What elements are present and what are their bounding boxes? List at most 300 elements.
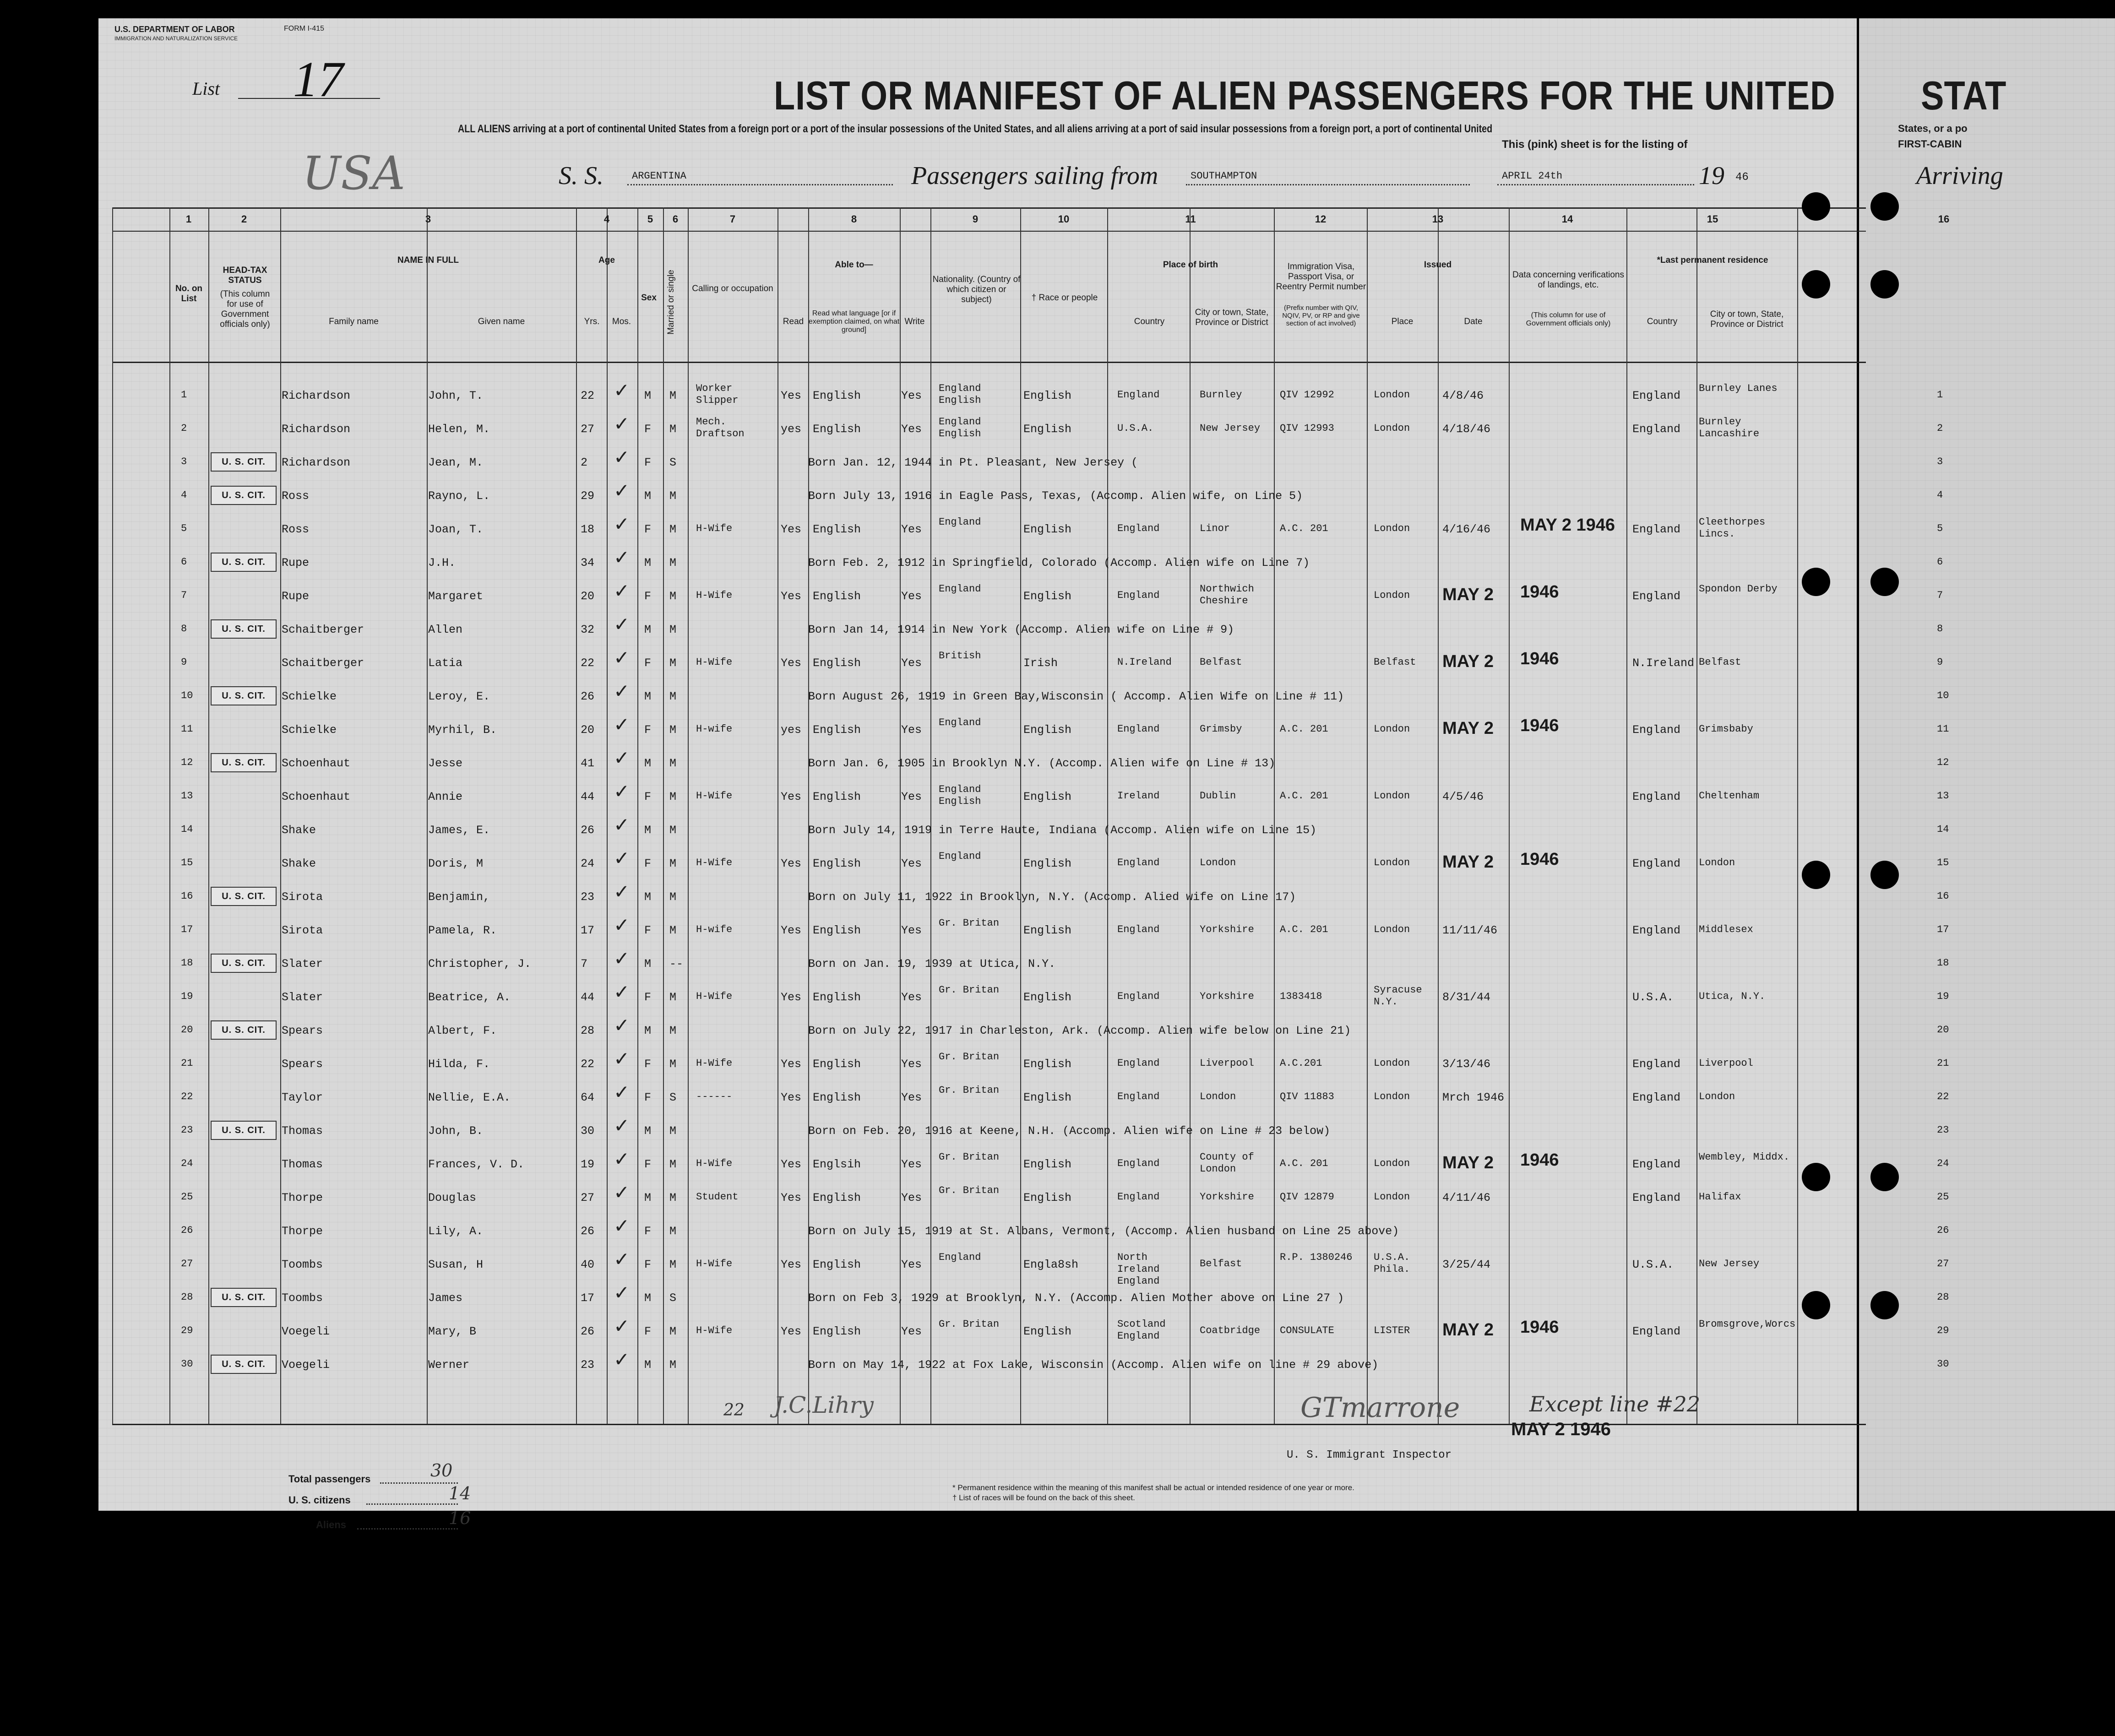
given-name: Werner: [428, 1358, 470, 1372]
age-years: 23: [581, 1358, 595, 1372]
row-number: 6: [181, 556, 187, 568]
hdr-read: Read: [783, 317, 804, 326]
given-name: Allen: [428, 623, 463, 636]
marital-status: M: [669, 489, 677, 503]
nationality: England English: [939, 784, 981, 807]
visa-number: A.C. 201: [1280, 523, 1328, 534]
nationality: England: [939, 717, 981, 728]
family-name: Schaitberger: [282, 656, 364, 670]
issued-place: Syracuse N.Y.: [1374, 984, 1422, 1008]
year-prefix: 19: [1699, 162, 1724, 190]
read-language: English: [813, 1058, 861, 1071]
age-years: 19: [581, 1158, 595, 1171]
occupation: H-wife: [696, 723, 733, 735]
sex: F: [644, 723, 652, 737]
marital-status: M: [669, 857, 677, 870]
family-name: Schielke: [282, 690, 337, 703]
read: Yes: [781, 991, 802, 1004]
row-number: 15: [181, 857, 193, 868]
issued-date: 4/8/46: [1442, 389, 1484, 402]
issued-place: U.S.A. Phila.: [1374, 1252, 1410, 1275]
age-years: 34: [581, 556, 595, 570]
departure-port: SOUTHAMPTON: [1191, 170, 1257, 182]
visa-number: A.C. 201: [1280, 790, 1328, 802]
residence-country: England: [1632, 1058, 1681, 1071]
family-name: Spears: [282, 1058, 323, 1071]
table-row: [0, 747, 2115, 790]
given-name: Annie: [428, 790, 463, 803]
given-name: Rayno, L.: [428, 489, 490, 503]
port-dotline: [1186, 184, 1470, 185]
except-note: Except line #22: [1529, 1392, 1701, 1416]
hdr-write: Write: [904, 317, 925, 326]
age-years: 22: [581, 1058, 595, 1071]
residence-country: U.S.A.: [1632, 1258, 1674, 1271]
inspector-signature: GTmarrone: [1300, 1392, 1460, 1424]
sex: F: [644, 423, 652, 436]
colnum-rule: [112, 231, 1866, 232]
header-rule: [112, 362, 1866, 363]
row-number-right: 24: [1937, 1158, 1949, 1169]
punch-hole: [1870, 1163, 1899, 1191]
verification-stamp: 1946: [1520, 582, 1559, 602]
age-years: 17: [581, 1291, 595, 1305]
date-dotline: [1497, 184, 1694, 185]
issued-date: MAY 2: [1442, 652, 1494, 671]
age-years: 27: [581, 1191, 595, 1204]
birth-country: Scotland England: [1117, 1318, 1166, 1342]
table-row: [0, 613, 2115, 656]
marital-status: M: [669, 1191, 677, 1204]
hdr-age: Age: [598, 255, 615, 265]
residence-city: Spondon Derby: [1699, 583, 1778, 595]
check-mark-icon: ✓: [614, 981, 630, 1003]
check-mark-icon: ✓: [614, 1248, 630, 1270]
nationality: England: [939, 583, 981, 595]
read: yes: [781, 423, 802, 436]
approval-stamp: MAY 2 1946: [1511, 1419, 1611, 1439]
issued-place: London: [1374, 723, 1410, 735]
marital-status: M: [669, 389, 677, 402]
residence-country: England: [1632, 590, 1681, 603]
occupation: H-Wife: [696, 991, 733, 1002]
row-number: 26: [181, 1225, 193, 1236]
hdr-data-concerning: Data concerning verifications of landings, etc.: [1512, 270, 1624, 290]
row-number: 12: [181, 757, 193, 768]
check-mark-icon: ✓: [614, 781, 630, 802]
row-number: 3: [181, 456, 187, 467]
birth-city: Yorkshire: [1200, 991, 1254, 1002]
hdr-no-on-list: No. on List: [175, 284, 203, 304]
verification-stamp: MAY 2 1946: [1520, 515, 1615, 535]
residence-city: Utica, N.Y.: [1699, 991, 1766, 1002]
birth-city: Grimsby: [1200, 723, 1242, 735]
column-number: 11: [1185, 213, 1196, 225]
sex: M: [644, 1191, 652, 1204]
race: English: [1023, 1091, 1072, 1104]
read-language: English: [813, 523, 861, 536]
check-mark-icon: ✓: [614, 680, 630, 702]
write: Yes: [901, 1258, 922, 1271]
row-number-right: 30: [1937, 1358, 1949, 1370]
given-name: Hilda, F.: [428, 1058, 490, 1071]
age-years: 26: [581, 690, 595, 703]
family-name: Sirota: [282, 924, 323, 937]
table-row: [0, 547, 2115, 590]
given-name: Myrhil, B.: [428, 723, 497, 737]
sex: F: [644, 1158, 652, 1171]
sex: M: [644, 690, 652, 703]
age-years: 29: [581, 489, 595, 503]
age-years: 26: [581, 824, 595, 837]
check-mark-icon: ✓: [614, 580, 630, 602]
ship-dotline: [627, 184, 893, 185]
issued-place: London: [1374, 590, 1410, 601]
us-cit-stamp: U. S. CIT.: [211, 1020, 277, 1040]
sex: F: [644, 790, 652, 803]
age-years: 44: [581, 790, 595, 803]
column-number: 15: [1707, 213, 1718, 225]
row-number-right: 14: [1937, 824, 1949, 835]
hdr-place-of-birth: Place of birth: [1163, 260, 1218, 270]
issued-date: MAY 2: [1442, 719, 1494, 738]
row-number: 17: [181, 924, 193, 935]
residence-city: London: [1699, 857, 1735, 868]
family-name: Thomas: [282, 1158, 323, 1171]
ss-label: S. S.: [559, 162, 604, 190]
check-mark-icon: ✓: [614, 547, 630, 568]
column-number: 12: [1315, 213, 1327, 225]
hdr-visa: Immigration Visa, Passport Visa, or Reentry Permit number: [1276, 262, 1366, 292]
check-mark-icon: ✓: [614, 881, 630, 902]
read-language: English: [813, 1325, 861, 1338]
read-language: English: [813, 389, 861, 402]
residence-country: England: [1632, 723, 1681, 737]
table-row: [0, 1248, 2115, 1291]
family-name: Schoenhaut: [282, 757, 351, 770]
sex: F: [644, 1058, 652, 1071]
residence-city: Burnley Lanes: [1699, 383, 1778, 394]
given-name: Latia: [428, 656, 463, 670]
nationality: England English: [939, 383, 981, 406]
residence-country: N.Ireland: [1632, 656, 1695, 670]
subtitle-line-1: ALL ALIENS arriving at a port of continental United States from a foreign port or a port of the insular possessions of the United States, and all aliens arriving at a port of said insular possessions from a foreign port, a port of continental United: [458, 123, 1493, 135]
visa-number: A.C. 201: [1280, 1158, 1328, 1169]
column-number: 4: [604, 213, 610, 225]
nationality: England: [939, 516, 981, 528]
birth-city: Dublin: [1200, 790, 1236, 802]
column-number: 7: [729, 213, 736, 225]
ship-name: ARGENTINA: [632, 170, 686, 182]
birth-country: U.S.A.: [1117, 423, 1154, 434]
birth-city: Burnley: [1200, 389, 1242, 401]
next-sheet-sub-b: FIRST-CABIN: [1898, 138, 1962, 150]
row-number: 7: [181, 590, 187, 601]
punch-hole: [1802, 192, 1830, 221]
birth-note: Born on Feb 3, 1929 at Brooklyn, N.Y. (Accomp. Alien Mother above on Line 27 ): [808, 1291, 1344, 1305]
given-name: John, B.: [428, 1124, 484, 1138]
row-number: 25: [181, 1191, 193, 1203]
birth-country: England: [1117, 590, 1160, 601]
table-row: [0, 1282, 2115, 1325]
age-years: 18: [581, 523, 595, 536]
sex: M: [644, 389, 652, 402]
visa-number: QIV 12879: [1280, 1191, 1334, 1203]
marital-status: M: [669, 1024, 677, 1037]
family-name: Taylor: [282, 1091, 323, 1104]
nationality: England: [939, 851, 981, 862]
occupation: H-Wife: [696, 857, 733, 868]
punch-hole: [1802, 861, 1830, 889]
read-language: English: [813, 590, 861, 603]
sex: F: [644, 991, 652, 1004]
table-row: [0, 580, 2115, 623]
age-years: 44: [581, 991, 595, 1004]
given-name: Beatrice, A.: [428, 991, 511, 1004]
family-name: Schaitberger: [282, 623, 364, 636]
birth-city: London: [1200, 1091, 1236, 1102]
birth-note: Born on Jan. 19, 1939 at Utica, N.Y.: [808, 957, 1056, 971]
occupation: ------: [696, 1091, 733, 1102]
row-number-right: 8: [1937, 623, 1943, 635]
family-name: Schielke: [282, 723, 337, 737]
given-name: Benjamin,: [428, 890, 490, 904]
read-language: English: [813, 1091, 861, 1104]
hdr-birth-country: Country: [1134, 317, 1165, 326]
write: Yes: [901, 423, 922, 436]
given-name: Lily, A.: [428, 1225, 484, 1238]
family-name: Shake: [282, 857, 316, 870]
footnote-residence: * Permanent residence within the meaning of this manifest shall be actual or intended residence of one year or more.: [952, 1483, 1354, 1492]
check-mark-icon: ✓: [614, 1081, 630, 1103]
birth-city: Northwich Cheshire: [1200, 583, 1254, 607]
birth-country: England: [1117, 1191, 1160, 1203]
residence-country: England: [1632, 924, 1681, 937]
row-number-right: 3: [1937, 456, 1943, 467]
read: Yes: [781, 1191, 802, 1204]
hdr-issued: Issued: [1424, 260, 1452, 270]
read: Yes: [781, 1325, 802, 1338]
hdr-calling: Calling or occupation: [692, 284, 773, 293]
issued-date: MAY 2: [1442, 852, 1494, 872]
residence-city: Burnley Lancashire: [1699, 416, 1760, 439]
birth-country: N.Ireland: [1117, 656, 1172, 668]
residence-country: England: [1632, 790, 1681, 803]
us-cit-stamp: U. S. CIT.: [211, 1288, 277, 1307]
column-number: 5: [647, 213, 653, 225]
given-name: Jean, M.: [428, 456, 484, 469]
family-name: Thorpe: [282, 1191, 323, 1204]
given-name: Margaret: [428, 590, 484, 603]
marital-status: M: [669, 1058, 677, 1071]
age-years: 28: [581, 1024, 595, 1037]
family-name: Shake: [282, 824, 316, 837]
given-name: Joan, T.: [428, 523, 484, 536]
issued-date: Mrch 1946: [1442, 1091, 1505, 1104]
row-number: 4: [181, 489, 187, 501]
family-name: Thomas: [282, 1124, 323, 1138]
read-language: English: [813, 790, 861, 803]
birth-city: Linor: [1200, 523, 1230, 534]
column-number: 9: [972, 213, 979, 225]
residence-city: Liverpool: [1699, 1058, 1753, 1069]
sex: F: [644, 656, 652, 670]
age-years: 40: [581, 1258, 595, 1271]
age-years: 22: [581, 389, 595, 402]
column-number: 14: [1561, 213, 1573, 225]
check-mark-icon: ✓: [614, 747, 630, 769]
manifest-title: LIST OR MANIFEST OF ALIEN PASSENGERS FOR THE UNITED: [774, 73, 1836, 118]
residence-city: Bromsgrove,Worcs: [1699, 1318, 1796, 1330]
issued-date: 4/16/46: [1442, 523, 1491, 536]
row-number-right: 13: [1937, 790, 1949, 802]
given-name: Pamela, R.: [428, 924, 497, 937]
hdr-last-residence: *Last permanent residence: [1657, 255, 1768, 265]
check-mark-icon: ✓: [614, 513, 630, 535]
read-language: English: [813, 423, 861, 436]
residence-country: England: [1632, 389, 1681, 402]
visa-number: QIV 11883: [1280, 1091, 1334, 1102]
table-top-rule: [112, 207, 1866, 209]
visa-number: QIV 12993: [1280, 423, 1334, 434]
row-number: 19: [181, 991, 193, 1002]
departure-date: APRIL 24th: [1502, 170, 1563, 182]
sex: F: [644, 456, 652, 469]
row-number-right: 28: [1937, 1291, 1949, 1303]
race: Irish: [1023, 656, 1058, 670]
read: Yes: [781, 1058, 802, 1071]
issued-date: 4/5/46: [1442, 790, 1484, 803]
row-number: 30: [181, 1358, 193, 1370]
read-language: English: [813, 1258, 861, 1271]
row-number-right: 1: [1937, 389, 1943, 401]
row-number: 14: [181, 824, 193, 835]
marital-status: M: [669, 590, 677, 603]
margin-note: 22: [723, 1401, 745, 1420]
column-number: 8: [851, 213, 857, 225]
read-language: Englsih: [813, 1158, 861, 1171]
nationality: Gr. Britan: [939, 1185, 1000, 1196]
next-sheet-sub-a: States, or a po: [1898, 123, 1968, 134]
sex: M: [644, 1291, 652, 1305]
marital-status: S: [669, 456, 677, 469]
row-number-right: 27: [1937, 1258, 1949, 1269]
birth-country: England: [1117, 1158, 1160, 1169]
check-mark-icon: ✓: [614, 1148, 630, 1170]
hdr-res-city: City or town, State, Province or District: [1710, 309, 1784, 329]
birth-note: Born on July 11, 1922 in Brooklyn, N.Y. (Accomp. Alied wife on Line 17): [808, 890, 1296, 904]
row-number-right: 2: [1937, 423, 1943, 434]
read: Yes: [781, 1158, 802, 1171]
citizens-dotline: [366, 1503, 458, 1505]
family-name: Slater: [282, 991, 323, 1004]
table-row: [0, 847, 2115, 890]
row-number: 11: [181, 723, 193, 735]
sex: M: [644, 957, 652, 971]
write: Yes: [901, 1191, 922, 1204]
marital-status: M: [669, 1325, 677, 1338]
table-row: [0, 814, 2115, 857]
verification-stamp: 1946: [1520, 1150, 1559, 1170]
table-row: [0, 1349, 2115, 1392]
column-number: 3: [425, 213, 431, 225]
clerk-initials: J.C.Lihry: [774, 1392, 874, 1418]
us-cit-stamp: U. S. CIT.: [211, 486, 277, 505]
sex: M: [644, 489, 652, 503]
age-years: 22: [581, 656, 595, 670]
visa-number: QIV 12992: [1280, 389, 1334, 401]
hdr-able-to: Able to—: [835, 260, 873, 270]
issued-date: 3/13/46: [1442, 1058, 1491, 1071]
race: English: [1023, 1191, 1072, 1204]
write: Yes: [901, 590, 922, 603]
punch-hole: [1802, 270, 1830, 298]
check-mark-icon: ✓: [614, 647, 630, 668]
hdr-head-tax: HEAD-TAX STATUS: [223, 266, 267, 285]
row-number: 13: [181, 790, 193, 802]
age-years: 30: [581, 1124, 595, 1138]
punch-hole: [1870, 861, 1899, 889]
issued-place: London: [1374, 523, 1410, 534]
hdr-birth-city: City or town, State, Province or District: [1195, 308, 1269, 327]
marital-status: M: [669, 790, 677, 803]
verification-stamp: 1946: [1520, 850, 1559, 869]
birth-note: Born Feb. 2, 1912 in Springfield, Colorado (Accomp. Alien wife on Line 7): [808, 556, 1310, 570]
table-row: [0, 1315, 2115, 1358]
row-number-right: 5: [1937, 523, 1943, 534]
marital-status: S: [669, 1291, 677, 1305]
birth-city: Coatbridge: [1200, 1325, 1261, 1336]
punch-hole: [1802, 568, 1830, 596]
row-number-right: 16: [1937, 890, 1949, 902]
sex: F: [644, 857, 652, 870]
check-mark-icon: ✓: [614, 814, 630, 835]
birth-note: Born August 26, 1919 in Green Bay,Wisconsin ( Accomp. Alien Wife on Line # 11): [808, 690, 1344, 703]
issued-place: London: [1374, 790, 1410, 802]
occupation: H-Wife: [696, 1258, 733, 1269]
age-years: 41: [581, 757, 595, 770]
residence-city: Cheltenham: [1699, 790, 1760, 802]
read: Yes: [781, 523, 802, 536]
column-number: 2: [241, 213, 247, 225]
issued-place: LISTER: [1374, 1325, 1410, 1336]
age-years: 26: [581, 1225, 595, 1238]
marital-status: M: [669, 423, 677, 436]
residence-city: Belfast: [1699, 656, 1741, 668]
birth-country: England: [1117, 1058, 1160, 1069]
row-number: 23: [181, 1124, 193, 1136]
birth-city: Yorkshire: [1200, 924, 1254, 935]
marital-status: M: [669, 723, 677, 737]
table-row: [0, 1048, 2115, 1091]
issued-place: London: [1374, 857, 1410, 868]
check-mark-icon: ✓: [614, 380, 630, 401]
column-number: 10: [1058, 213, 1070, 225]
given-name: James, E.: [428, 824, 490, 837]
us-cit-stamp: U. S. CIT.: [211, 452, 277, 472]
row-number-right: 22: [1937, 1091, 1949, 1102]
nationality: British: [939, 650, 981, 662]
issued-place: London: [1374, 1158, 1410, 1169]
check-mark-icon: ✓: [614, 714, 630, 735]
issued-date: MAY 2: [1442, 585, 1494, 604]
age-years: 7: [581, 957, 588, 971]
birth-city: Liverpool: [1200, 1058, 1254, 1069]
issued-date: MAY 2: [1442, 1320, 1494, 1340]
issued-date: 8/31/44: [1442, 991, 1491, 1004]
issued-date: 3/25/44: [1442, 1258, 1491, 1271]
marital-status: M: [669, 890, 677, 904]
